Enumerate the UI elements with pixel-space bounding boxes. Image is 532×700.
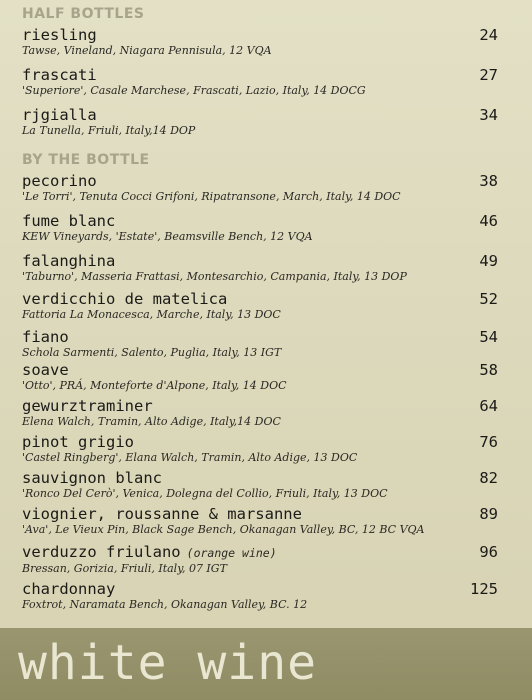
wine-details: La Tunella, Friuli, Italy,14 DOP	[22, 124, 196, 137]
wine-price: 38	[479, 172, 498, 190]
wine-details: Elena Walch, Tramin, Alto Adige, Italy,14 DOC	[22, 415, 281, 428]
wine-item-rjgialla	[22, 106, 502, 138]
wine-item-fiano	[22, 328, 502, 360]
wine-name: chardonnay	[22, 580, 116, 598]
wine-item-pinot-grigio	[22, 433, 502, 465]
wine-details: KEW Vineyards, 'Estate', Beamsville Bench, 12 VQA	[22, 230, 313, 243]
wine-details: Schola Sarmenti, Salento, Puglia, Italy, 13 IGT	[22, 346, 282, 359]
wine-name: viognier, roussanne & marsanne	[22, 505, 302, 523]
wine-price: 49	[479, 252, 498, 270]
wine-name: rjgialla	[22, 106, 97, 124]
wine-details: 'Ronco Del Cerò', Venica, Dolegna del Collio, Friuli, Italy, 13 DOC	[22, 487, 388, 500]
wine-item-frascati	[22, 66, 502, 98]
wine-details: 'Castel Ringberg', Elana Walch, Tramin, Alto Adige, 13 DOC	[22, 451, 358, 464]
wine-item-verdicchio-de-matelica	[22, 290, 502, 322]
wine-details: 'Otto', PRÁ, Monteforte d'Alpone, Italy, 14 DOC	[22, 379, 287, 392]
wine-name: gewurztraminer	[22, 397, 153, 415]
wine-item-gewurztraminer	[22, 397, 502, 429]
wine-item-riesling	[22, 26, 502, 58]
wine-details: Fattoria La Monacesca, Marche, Italy, 13 DOC	[22, 308, 281, 321]
wine-details: 'Le Torri', Tenuta Cocci Grifoni, Ripatransone, March, Italy, 14 DOC	[22, 190, 401, 203]
wine-details: 'Superiore', Casale Marchese, Frascati, Lazio, Italy, 14 DOCG	[22, 84, 366, 97]
wine-name: frascati	[22, 66, 97, 84]
wine-price: 96	[479, 543, 498, 561]
wine-price: 24	[479, 26, 498, 44]
footer-title: white wine	[18, 635, 317, 691]
wine-item-falanghina	[22, 252, 502, 284]
wine-name: pinot grigio	[22, 433, 134, 451]
section-header-by-the-bottle: BY THE BOTTLE	[22, 152, 150, 168]
wine-price: 89	[479, 505, 498, 523]
wine-item-chardonnay	[22, 580, 502, 612]
wine-details: 'Taburno', Masseria Frattasi, Montesarchio, Campania, Italy, 13 DOP	[22, 270, 407, 283]
wine-price: 125	[470, 580, 498, 598]
wine-item-verduzzo-friulano	[22, 543, 502, 576]
wine-price: 46	[479, 212, 498, 230]
wine-name: pecorino	[22, 172, 97, 190]
wine-price: 82	[479, 469, 498, 487]
footer-band	[0, 628, 532, 700]
wine-item-soave	[22, 361, 502, 393]
wine-details: Foxtrot, Naramata Bench, Okanagan Valley, BC. 12	[22, 598, 308, 611]
wine-name: riesling	[22, 26, 97, 44]
wine-price: 58	[479, 361, 498, 379]
wine-price: 76	[479, 433, 498, 451]
wine-name: fume blanc	[22, 212, 116, 230]
wine-details: 'Ava', Le Vieux Pin, Black Sage Bench, Okanagan Valley, BC, 12 BC VQA	[22, 523, 425, 536]
wine-price: 27	[479, 66, 498, 84]
wine-name: fiano	[22, 328, 69, 346]
wine-name	[22, 543, 502, 562]
wine-name: verdicchio de matelica	[22, 290, 228, 308]
section-header-half-bottles: HALF BOTTLES	[22, 6, 145, 22]
wine-item-pecorino	[22, 172, 502, 204]
wine-price: 34	[479, 106, 498, 124]
wine-details: Tawse, Vineland, Niagara Pennisula, 12 VQA	[22, 44, 272, 57]
wine-name: soave	[22, 361, 69, 379]
wine-name-text: verduzzo friulano	[22, 543, 181, 561]
wine-note: (orange wine)	[186, 546, 277, 560]
wine-details: Bressan, Gorizia, Friuli, Italy, 07 IGT	[22, 562, 227, 575]
wine-price: 52	[479, 290, 498, 308]
wine-name: falanghina	[22, 252, 116, 270]
wine-name: sauvignon blanc	[22, 469, 162, 487]
wine-item-viognier-roussanne-marsanne	[22, 505, 502, 537]
wine-item-fume-blanc	[22, 212, 502, 244]
wine-item-sauvignon-blanc	[22, 469, 502, 501]
wine-price: 64	[479, 397, 498, 415]
wine-price: 54	[479, 328, 498, 346]
